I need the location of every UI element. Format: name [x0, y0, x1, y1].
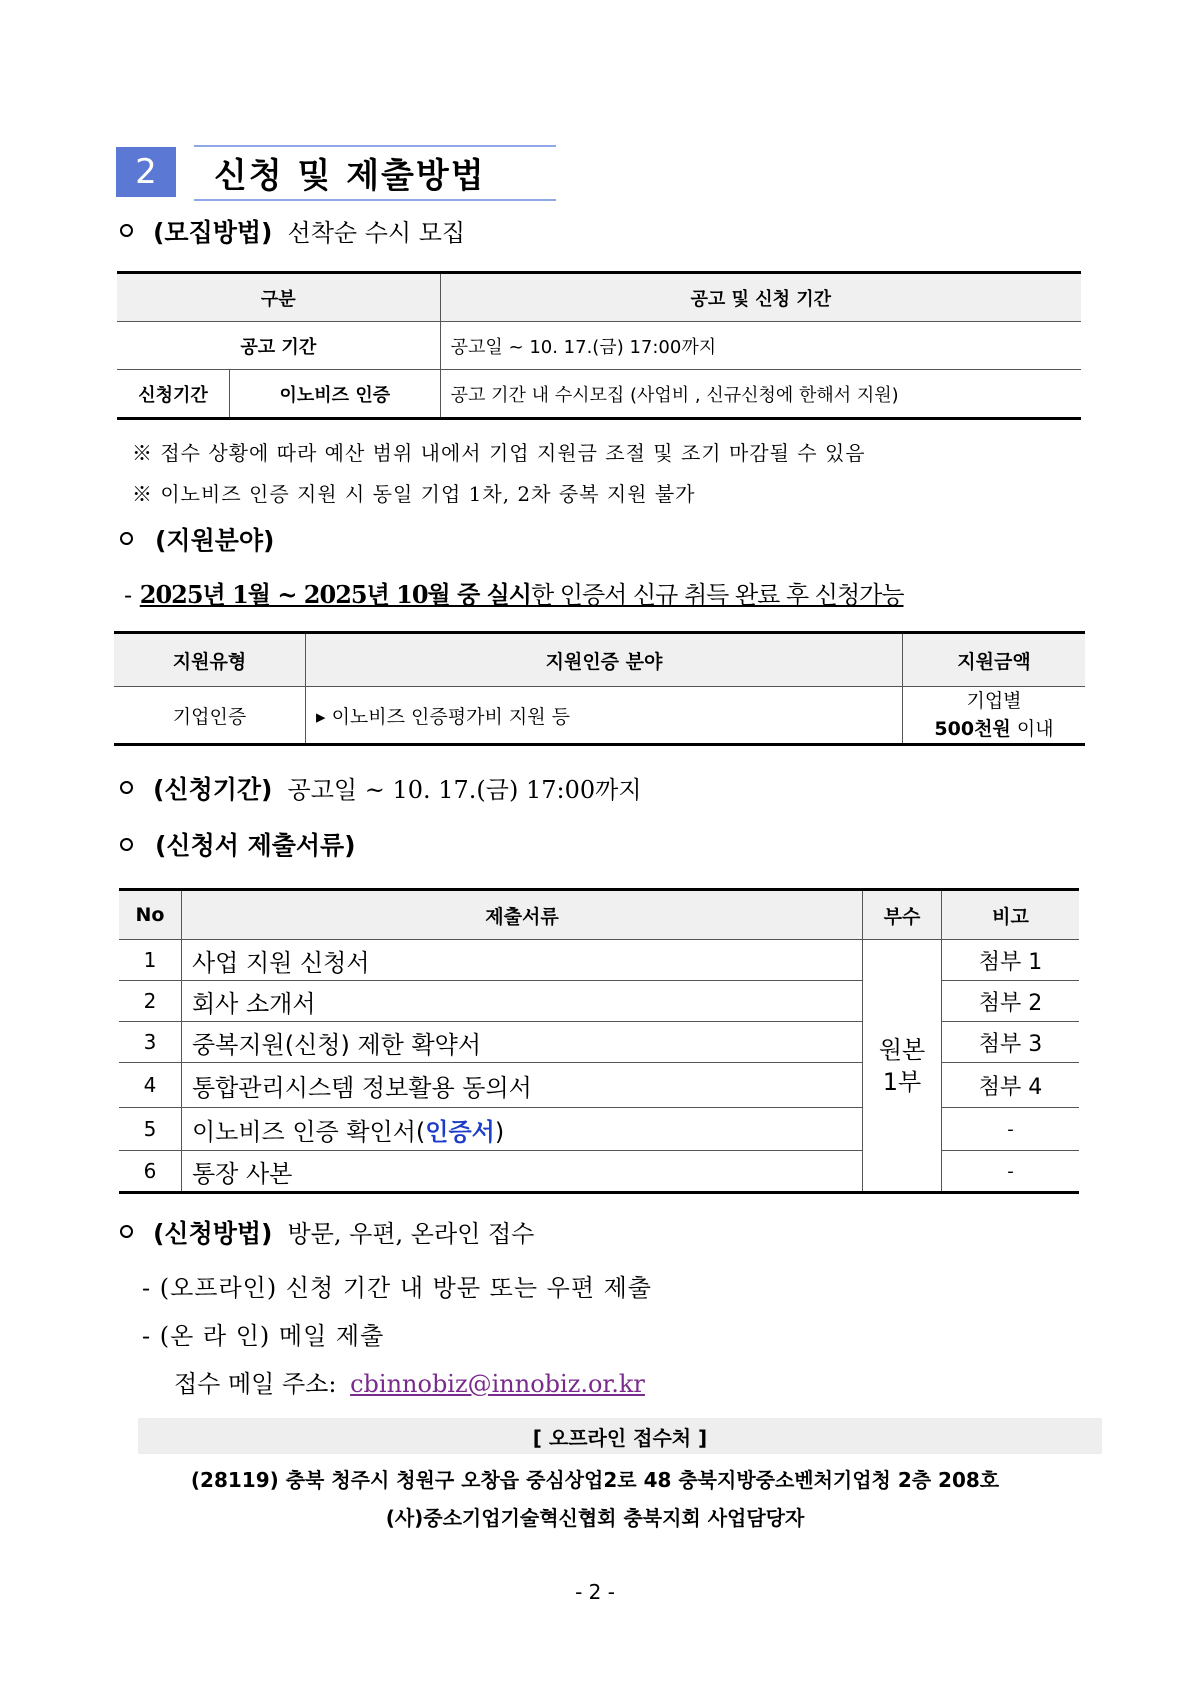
amount-line2 [913, 715, 1075, 743]
docs-table [119, 888, 1079, 1194]
table-header-cell: 비고 [942, 890, 1080, 940]
table-cell: - [942, 1151, 1080, 1193]
docs-head: (신청서 제출서류) [155, 831, 356, 860]
table-header-cell: 부수 [863, 890, 942, 940]
table-header-cell: No [119, 890, 182, 940]
table-cell: 2 [119, 981, 182, 1022]
support-table [114, 631, 1085, 746]
method-online: - (온 라 인) 메일 제출 [142, 1322, 385, 1350]
table-cell: 이노비즈 인증 [230, 370, 441, 419]
bullet-circle-icon [120, 838, 133, 851]
amount-line1: 기업별 [966, 690, 1022, 712]
table-header-cell: 공고 및 신청 기간 [440, 273, 1081, 322]
method-head: (신청방법) [153, 1219, 273, 1248]
doc-name: 이노비즈 인증 확인서( [192, 1117, 426, 1146]
recruit-line [153, 213, 465, 249]
field-line-text [140, 581, 904, 609]
field-head: (지원분야) [155, 526, 275, 555]
table-cell: 신청기간 [117, 370, 230, 419]
field-rest: 한 인증서 신규 취득 완료 후 신청가능 [530, 581, 904, 609]
bullet-circle-icon [120, 224, 133, 237]
email-label: 접수 메일 주소: [174, 1370, 337, 1398]
table-cell: 중복지원(신청) 제한 확약서 [182, 1022, 863, 1063]
table-header-row [119, 890, 1079, 940]
method-line [153, 1214, 534, 1250]
table-cell: 공고일 ~ 10. 17.(금) 17:00까지 [440, 322, 1081, 370]
bullet-circle-icon [120, 781, 133, 794]
table-cell: 공고 기간 내 수시모집 (사업비 , 신규신청에 한해서 지원) [440, 370, 1081, 419]
bullet-circle-icon [120, 532, 133, 545]
table-cell: 사업 지원 신청서 [182, 940, 863, 981]
table-header-cell: 지원유형 [114, 633, 306, 687]
table-cell: 6 [119, 1151, 182, 1193]
note-line: ※ 이노비즈 인증 지원 시 동일 기업 1차, 2차 중복 지원 불가 [132, 482, 696, 506]
table-header-cell: 구분 [117, 273, 440, 322]
field-dash: - [124, 581, 133, 609]
table-cell: 5 [119, 1108, 182, 1151]
table-cell: 3 [119, 1022, 182, 1063]
period-text: 공고일 ~ 10. 17.(금) 17:00까지 [287, 776, 642, 804]
table-row [119, 940, 1079, 981]
table-cell: 첨부 4 [942, 1063, 1080, 1108]
table-cell: 통장 사본 [182, 1151, 863, 1193]
table-cell: 첨부 3 [942, 1022, 1080, 1063]
section-title: 신청 및 제출방법 [214, 156, 486, 196]
note-line: ※ 접수 상황에 따라 예산 범위 내에서 기업 지원금 조절 및 조기 마감될 수 있음 [132, 441, 866, 465]
table-header-cell: 지원금액 [903, 633, 1086, 687]
amount-rest: 이내 [1016, 718, 1054, 740]
method-offline: - (오프라인) 신청 기간 내 방문 또는 우편 제출 [142, 1274, 652, 1302]
table-header-cell: 지원인증 분야 [306, 633, 903, 687]
table-header-cell: 제출서류 [182, 890, 863, 940]
page-number: - 2 - [575, 1580, 615, 1604]
table-cell: 첨부 2 [942, 981, 1080, 1022]
offline-office-address: (28119) 충북 청주시 청원구 오창읍 중심상업2로 48 충북지방중소벤처기업청 2층 208호 [190, 1468, 1000, 1492]
amount-bold: 500천원 [934, 718, 1011, 740]
table-header-row [114, 633, 1085, 687]
table-cell [182, 1108, 863, 1151]
table-header-row [117, 273, 1081, 322]
table-cell: ▸ 이노비즈 인증평가비 지원 등 [306, 687, 903, 745]
table-cell: 4 [119, 1063, 182, 1108]
table-row [117, 370, 1081, 419]
table-row [117, 322, 1081, 370]
field-line [124, 575, 904, 610]
bullet-circle-icon [120, 1225, 133, 1238]
table-cell: 첨부 1 [942, 940, 1080, 981]
copies-cell: 원본 1부 [863, 940, 942, 1193]
table-cell: 통합관리시스템 정보활용 동의서 [182, 1063, 863, 1108]
offline-office-org: (사)중소기업기술혁신협회 충북지회 사업담당자 [385, 1506, 805, 1530]
period-head: (신청기간) [153, 775, 273, 804]
method-text: 방문, 우편, 온라인 접수 [287, 1220, 535, 1248]
period-line [153, 770, 642, 806]
table-cell: - [942, 1108, 1080, 1151]
table-cell: 1 [119, 940, 182, 981]
table-cell: 회사 소개서 [182, 981, 863, 1022]
email-line [174, 1364, 645, 1399]
offline-office-title: [ 오프라인 접수처 ] [138, 1418, 1102, 1454]
section-number: 2 [116, 147, 176, 197]
table-cell: 기업인증 [114, 687, 306, 745]
table-cell: 공고 기간 [117, 322, 440, 370]
doc-name-emph: 인증서 [425, 1117, 495, 1146]
table-row [114, 687, 1085, 745]
field-emph: 2025년 1월 ~ 2025년 10월 중 실시 [139, 580, 531, 609]
recruit-text: 선착순 수시 모집 [287, 219, 466, 247]
email-link[interactable]: cbinnobiz@innobiz.or.kr [350, 1370, 645, 1398]
schedule-table [117, 271, 1081, 420]
doc-name-close: ) [494, 1117, 505, 1146]
recruit-head: (모집방법) [153, 218, 273, 247]
table-cell [903, 687, 1086, 745]
